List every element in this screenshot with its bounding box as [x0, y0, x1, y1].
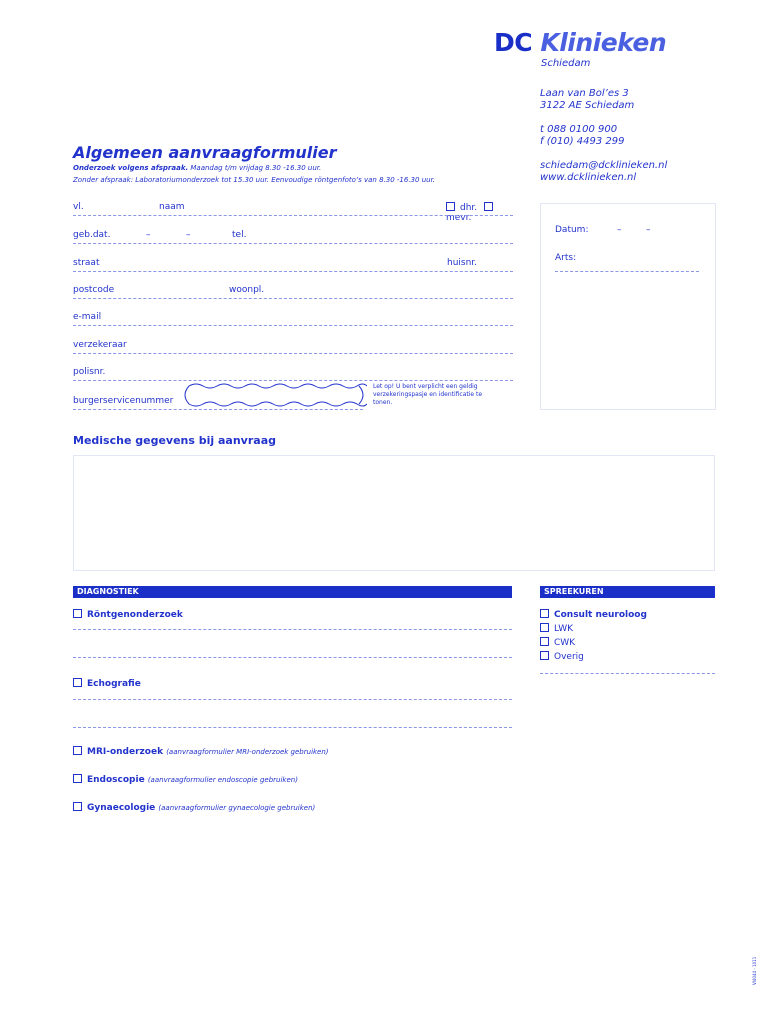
- rontgen-checkbox[interactable]: [73, 609, 82, 618]
- postcode-field[interactable]: [73, 298, 513, 299]
- mri-option[interactable]: [73, 746, 329, 757]
- spreekuren-header: SPREEKUREN: [540, 586, 715, 598]
- rontgen-line-1[interactable]: [73, 629, 512, 630]
- form-hours-bold: Onderzoek volgens afspraak.: [73, 164, 189, 172]
- patient-fields: [73, 200, 513, 415]
- spreekuur-lwk[interactable]: [540, 622, 647, 636]
- gyn-option[interactable]: [73, 802, 315, 813]
- form-code: VI4044 - 1011: [752, 956, 757, 985]
- label-tel: tel.: [232, 230, 247, 240]
- label-postcode: postcode: [73, 285, 115, 295]
- cwk-label: CWK: [554, 638, 576, 648]
- lwk-label: LWK: [554, 624, 573, 634]
- label-huisnr: huisnr.: [447, 258, 478, 268]
- address-email[interactable]: schiedam@dcklinieken.nl: [540, 160, 668, 171]
- gyn-note: (aanvraagformulier gynaecologie gebruiken): [158, 804, 316, 812]
- echo-line-2[interactable]: [73, 727, 512, 728]
- datum-separator-2: –: [646, 225, 651, 235]
- bsn-field-line: [73, 409, 363, 410]
- address-block: [540, 88, 667, 184]
- rontgen-label: Röntgenonderzoek: [87, 610, 183, 620]
- label-polisnr: polisnr.: [73, 367, 106, 377]
- lwk-checkbox[interactable]: [540, 623, 549, 632]
- date-separator-2: –: [186, 230, 191, 240]
- label-datum: Datum:: [555, 225, 589, 235]
- label-woonpl: woonpl.: [229, 285, 265, 295]
- echo-option[interactable]: [73, 678, 141, 689]
- form-walkin: Zonder afspraak: Laboratoriumonderzoek tot 15.30 uur. Eenvoudige röntgenfoto’s van 8.30 -16.30 uur.: [73, 176, 436, 184]
- label-dhr: dhr.: [460, 203, 478, 213]
- form-hours: [73, 164, 321, 172]
- spreekuur-cwk[interactable]: [540, 636, 647, 650]
- label-verzekeraar: verzekeraar: [73, 340, 127, 350]
- endo-option[interactable]: [73, 774, 298, 785]
- address-street: Laan van Bol’es 3: [540, 88, 629, 99]
- spreekuur-overig[interactable]: [540, 650, 647, 664]
- dhr-checkbox[interactable]: [446, 202, 455, 211]
- diagnostiek-header: DIAGNOSTIEK: [73, 586, 512, 598]
- gender-choice: [446, 202, 513, 223]
- bsn-digit-boxes[interactable]: [181, 383, 367, 409]
- endo-note: (aanvraagformulier endoscopie gebruiken): [147, 776, 298, 784]
- label-bsn: burgerservicenummer: [73, 396, 174, 406]
- verzekeraar-field[interactable]: [73, 353, 513, 354]
- overig-label: Overig: [554, 652, 584, 662]
- label-straat: straat: [73, 258, 100, 268]
- datum-separator-1: –: [617, 225, 622, 235]
- label-naam: naam: [159, 202, 185, 212]
- spreekuren-list: [540, 608, 647, 664]
- date-separator-1: –: [146, 230, 151, 240]
- address-postal: 3122 AE Schiedam: [540, 100, 635, 111]
- email-field[interactable]: [73, 325, 513, 326]
- logo-city: Schiedam: [541, 58, 591, 69]
- address-web[interactable]: www.dcklinieken.nl: [540, 172, 637, 183]
- neuroloog-checkbox[interactable]: [540, 609, 549, 618]
- medical-notes-box[interactable]: [73, 455, 715, 571]
- straat-field[interactable]: [73, 271, 513, 272]
- mri-checkbox[interactable]: [73, 746, 82, 755]
- echo-checkbox[interactable]: [73, 678, 82, 687]
- id-notice: Let op! U bent verplicht een geldig verzekeringspasje en identificatie te tonen.: [373, 383, 483, 406]
- address-fax: f (010) 4493 299: [540, 136, 625, 147]
- neuroloog-label: Consult neuroloog: [554, 610, 647, 620]
- mri-note: (aanvraagformulier MRI-onderzoek gebruiken): [166, 748, 329, 756]
- mri-label: MRI-onderzoek: [87, 747, 164, 757]
- mevr-checkbox[interactable]: [484, 202, 493, 211]
- endo-label: Endoscopie: [87, 775, 145, 785]
- address-phone: t 088 0100 900: [540, 124, 618, 135]
- cwk-checkbox[interactable]: [540, 637, 549, 646]
- echo-line-1[interactable]: [73, 699, 512, 700]
- overig-line[interactable]: [540, 673, 715, 674]
- logo-dc: DC: [494, 28, 533, 57]
- form-hours-rest: Maandag t/m vrijdag 8.30 -16.30 uur.: [188, 164, 322, 172]
- naam-field[interactable]: [73, 215, 513, 216]
- overig-checkbox[interactable]: [540, 651, 549, 660]
- clinic-logo: [494, 28, 666, 57]
- arts-field[interactable]: [555, 271, 699, 272]
- gebdat-field[interactable]: [73, 243, 513, 244]
- spreekuur-neuroloog[interactable]: [540, 608, 647, 622]
- rontgen-option[interactable]: [73, 609, 183, 620]
- endo-checkbox[interactable]: [73, 774, 82, 783]
- gyn-checkbox[interactable]: [73, 802, 82, 811]
- form-title: Algemeen aanvraagformulier: [73, 143, 337, 162]
- medical-section-title: Medische gegevens bij aanvraag: [73, 434, 276, 447]
- label-email: e-mail: [73, 312, 102, 322]
- rontgen-line-2[interactable]: [73, 657, 512, 658]
- label-mevr: mevr.: [446, 213, 472, 223]
- logo-klinieken: Klinieken: [540, 28, 667, 57]
- datum-arts-box: [540, 203, 716, 410]
- label-vl: vl.: [73, 202, 84, 212]
- echo-label: Echografie: [87, 679, 141, 689]
- gyn-label: Gynaecologie: [87, 803, 156, 813]
- label-arts: Arts:: [555, 253, 577, 263]
- polisnr-field[interactable]: [73, 380, 513, 381]
- label-gebdat: geb.dat.: [73, 230, 111, 240]
